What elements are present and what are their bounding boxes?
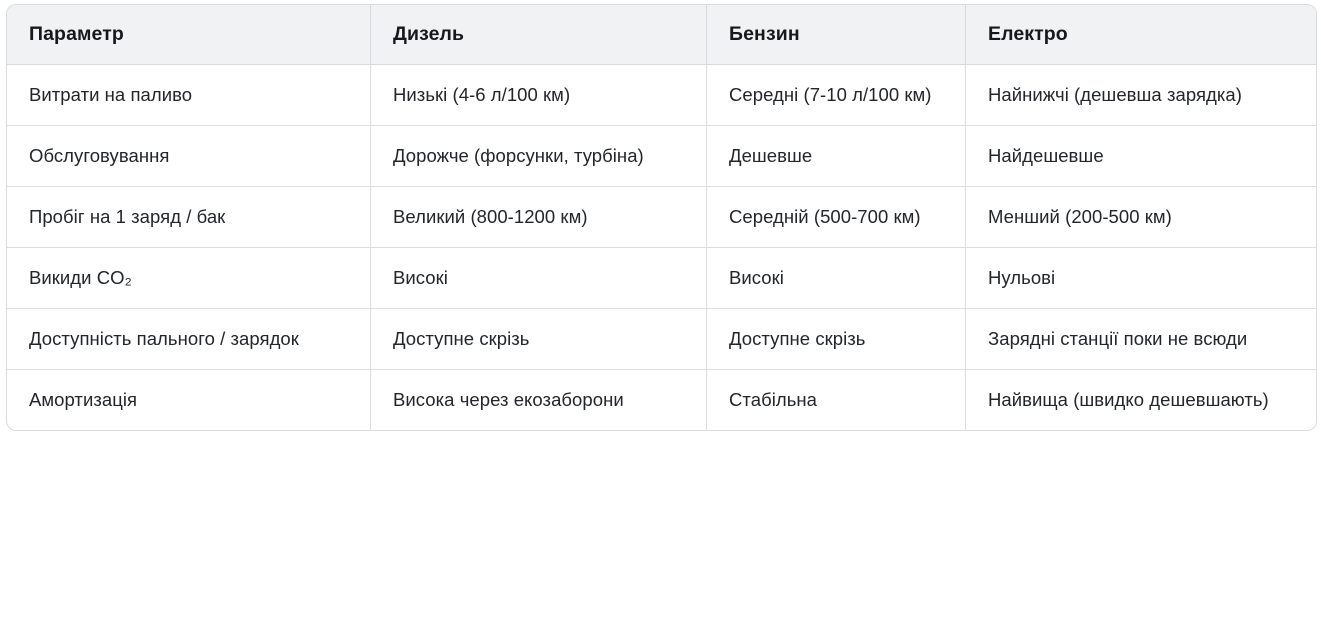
column-header-diesel: Дизель: [371, 5, 707, 65]
cell-parameter: Витрати на паливо: [7, 65, 371, 126]
cell-parameter: Доступність пального / зарядок: [7, 309, 371, 370]
table-body: [7, 65, 1316, 430]
cell-parameter: Амортизація: [7, 370, 371, 430]
table-header: [7, 5, 1316, 65]
cell-diesel: Дорожче (форсунки, турбіна): [371, 126, 707, 187]
table-row: [7, 370, 1316, 430]
cell-electric: Найнижчі (дешевша зарядка): [966, 65, 1316, 126]
comparison-table-container: [0, 4, 1321, 431]
cell-diesel: Доступне скрізь: [371, 309, 707, 370]
table-row: [7, 187, 1316, 248]
fuel-type-comparison-table: [6, 4, 1317, 431]
cell-diesel: Великий (800-1200 км): [371, 187, 707, 248]
cell-electric: Найдешевше: [966, 126, 1316, 187]
cell-electric: Менший (200-500 км): [966, 187, 1316, 248]
cell-electric: Зарядні станції поки не всюди: [966, 309, 1316, 370]
table-row: [7, 248, 1316, 309]
column-header-petrol: Бензин: [707, 5, 966, 65]
cell-parameter: Викиди CO₂: [7, 248, 371, 309]
column-header-parameter: Параметр: [7, 5, 371, 65]
cell-petrol: Дешевше: [707, 126, 966, 187]
cell-petrol: Середні (7-10 л/100 км): [707, 65, 966, 126]
cell-diesel: Високі: [371, 248, 707, 309]
table-row: [7, 309, 1316, 370]
column-header-electric: Електро: [966, 5, 1316, 65]
table-row: [7, 126, 1316, 187]
cell-parameter: Обслуговування: [7, 126, 371, 187]
cell-parameter: Пробіг на 1 заряд / бак: [7, 187, 371, 248]
cell-electric: Нульові: [966, 248, 1316, 309]
cell-diesel: Низькі (4-6 л/100 км): [371, 65, 707, 126]
cell-electric: Найвища (швидко дешевшають): [988, 389, 1269, 411]
cell-diesel: Висока через екозаборони: [371, 370, 707, 430]
table-row: [7, 65, 1316, 126]
table-header-row: [7, 5, 1316, 65]
cell-petrol: Стабільна: [707, 370, 966, 430]
cell-petrol: Доступне скрізь: [707, 309, 966, 370]
cell-petrol: Середній (500-700 км): [707, 187, 966, 248]
cell-petrol: Високі: [707, 248, 966, 309]
